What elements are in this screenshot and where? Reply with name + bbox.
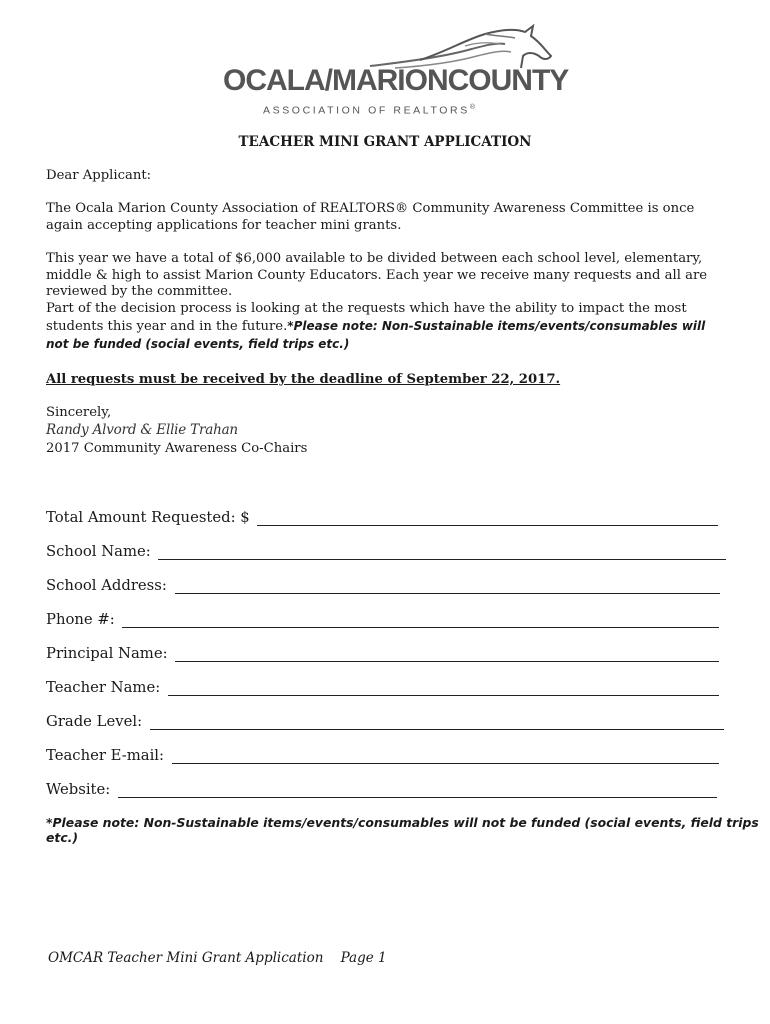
field-line[interactable]: [158, 544, 726, 560]
footer-page-number: Page 1: [340, 950, 387, 966]
footer-doc-name: OMCAR Teacher Mini Grant Application: [48, 950, 324, 966]
page-title: TEACHER MINI GRANT APPLICATION: [238, 134, 532, 150]
closing: Sincerely,: [46, 405, 112, 420]
field-label: Grade Level:: [46, 713, 147, 730]
field-total-amount[interactable]: [46, 506, 718, 526]
field-label: School Address:: [46, 577, 172, 594]
salutation: Dear Applicant:: [46, 168, 152, 183]
field-principal-name[interactable]: [46, 642, 719, 662]
details-line: reviewed by the committee.: [46, 284, 233, 299]
field-school-name[interactable]: [46, 540, 726, 560]
logo-subtitle: ASSOCIATION OF REALTORS®: [263, 104, 475, 117]
field-line[interactable]: [257, 510, 718, 526]
field-label: School Name:: [46, 543, 156, 560]
details-line: Part of the decision process is looking at the requests which have the ability to impact the most: [46, 300, 687, 316]
field-line[interactable]: [150, 714, 724, 730]
field-line[interactable]: [118, 782, 717, 798]
details-paragraph: [46, 251, 724, 353]
field-school-address[interactable]: [46, 574, 720, 594]
field-label: Total Amount Requested: $: [46, 509, 255, 526]
field-grade-level[interactable]: [46, 710, 724, 730]
inline-note: *Please note: Non-Sustainable items/events/consumables will not be funded (social events, field trips etc.): [46, 319, 706, 351]
field-line[interactable]: [175, 578, 720, 594]
details-line: middle & high to assist Marion County Educators. Each year we receive many requests and all are: [46, 267, 708, 283]
field-label: Teacher Name:: [46, 679, 165, 696]
logo-wordmark: OCALA/MARIONCOUNTY: [223, 64, 569, 97]
page-footer: [48, 950, 387, 966]
field-phone[interactable]: [46, 608, 719, 628]
details-line: This year we have a total of $6,000 available to be divided between each school level, elementary,: [46, 251, 703, 266]
field-teacher-name[interactable]: [46, 676, 719, 696]
field-line[interactable]: [168, 680, 719, 696]
field-label: Website:: [46, 781, 115, 798]
field-line[interactable]: [172, 748, 719, 764]
field-label: Teacher E-mail:: [46, 747, 169, 764]
deadline-notice: [46, 372, 724, 389]
bottom-note: *Please note: Non-Sustainable items/events/consumables will not be funded (social events, field trips etc.): [46, 815, 759, 845]
intro-paragraph: The Ocala Marion County Association of REALTORS® Community Awareness Committee is once again accepting applications for teacher mini grants.: [46, 201, 695, 233]
details-line: students this year and in the future.: [46, 319, 288, 334]
field-label: Phone #:: [46, 611, 120, 628]
field-line[interactable]: [175, 646, 719, 662]
signature: Randy Alvord & Ellie Trahan: [46, 422, 238, 438]
field-teacher-email[interactable]: [46, 744, 719, 764]
field-line[interactable]: [122, 612, 719, 628]
association-logo: [215, 22, 569, 122]
signer-title: 2017 Community Awareness Co-Chairs: [46, 441, 308, 456]
field-website[interactable]: [46, 778, 717, 798]
deadline-text: All requests must be received by the deadline of September 22, 2017.: [46, 372, 561, 387]
field-label: Principal Name:: [46, 645, 173, 662]
